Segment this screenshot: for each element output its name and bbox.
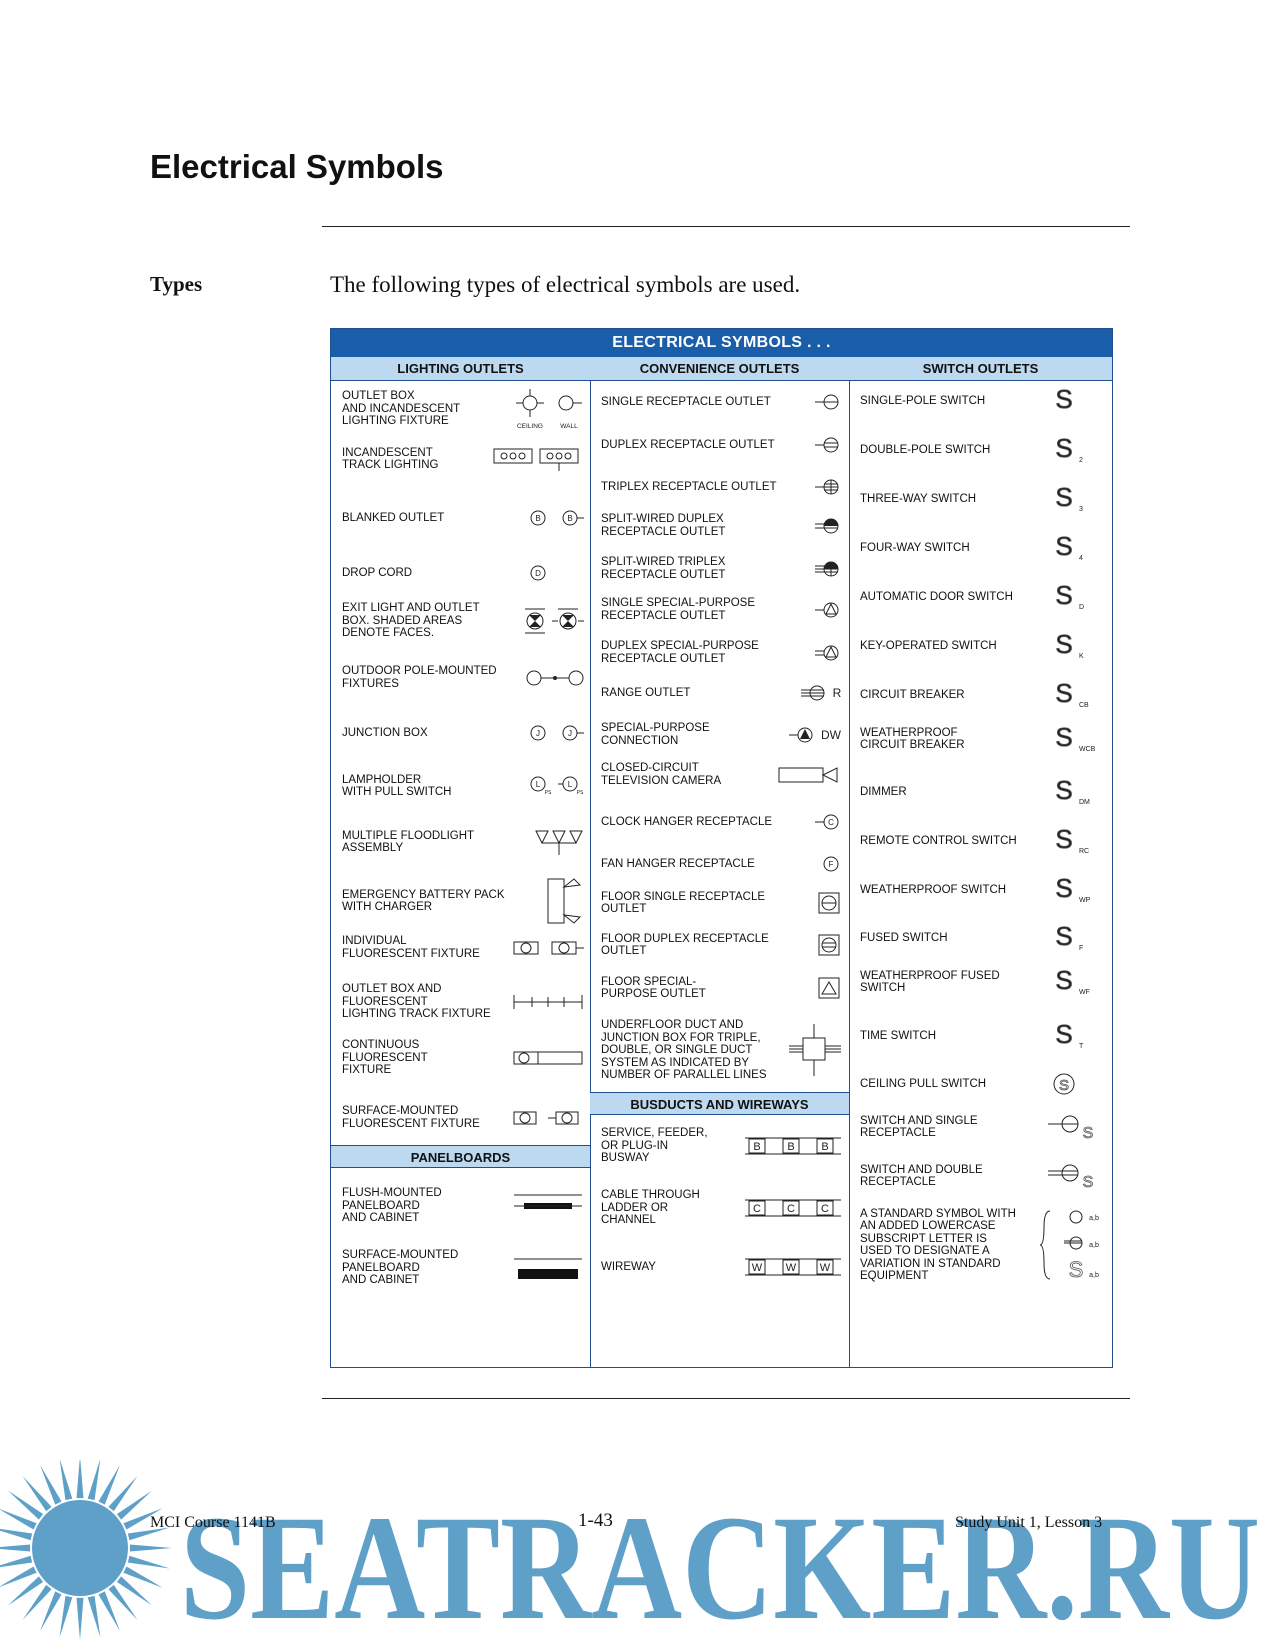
svg-text:W: W — [751, 1262, 763, 1274]
symbol-label: SINGLE SPECIAL-PURPOSE RECEPTACLE OUTLET — [601, 597, 756, 622]
surface-panelboard-icon — [512, 1253, 584, 1283]
clock-hanger-icon — [813, 811, 843, 833]
switch-s-icon — [1046, 582, 1106, 612]
svg-text:2: 2 — [1079, 457, 1083, 464]
svg-text:S: S — [1055, 482, 1073, 512]
pole-fixture-icon — [526, 667, 584, 689]
symbol-label: DROP CORD — [342, 566, 413, 579]
svg-text:B: B — [787, 1140, 795, 1153]
svg-text:B: B — [567, 514, 573, 523]
svg-text:WF: WF — [1079, 989, 1090, 996]
symbol-label: CEILING PULL SWITCH — [860, 1077, 987, 1090]
svg-text:WCB: WCB — [1079, 746, 1096, 753]
symbol-label: DUPLEX SPECIAL-PURPOSE RECEPTACLE OUTLET — [601, 640, 759, 665]
symbol-label: SPLIT-WIRED DUPLEX RECEPTACLE OUTLET — [601, 513, 726, 538]
switch-heading: SWITCH OUTLETS — [849, 357, 1112, 381]
svg-text:S: S — [1068, 1257, 1084, 1282]
symbol-label: EMERGENCY BATTERY PACK WITH CHARGER — [342, 888, 505, 913]
range-outlet-icon — [799, 682, 843, 704]
side-label: Types — [150, 272, 203, 296]
watermark-logo — [0, 1460, 1275, 1650]
lighting-column — [331, 357, 591, 1367]
switch-s-icon — [1046, 680, 1106, 710]
symbol-label: INDIVIDUAL FLUORESCENT FIXTURE — [342, 935, 480, 960]
symbol-label: FLOOR SPECIAL- PURPOSE OUTLET — [601, 975, 706, 1000]
switch-double-receptacle-icon — [1046, 1161, 1106, 1191]
svg-text:PS: PS — [544, 790, 552, 796]
split-duplex-icon — [813, 515, 843, 537]
floodlight-icon — [534, 827, 584, 857]
svg-text:a,b: a,b — [1089, 1272, 1099, 1279]
symbol-label: FLOOR SINGLE RECEPTACLE OUTLET — [601, 890, 766, 915]
duplex-special-icon — [813, 642, 843, 664]
footer-course: MCI Course 1141B — [150, 1514, 276, 1531]
svg-text:J: J — [536, 729, 540, 738]
symbol-label: CIRCUIT BREAKER — [860, 688, 965, 701]
symbol-label: DIMMER — [860, 785, 907, 798]
symbol-label: JUNCTION BOX — [342, 726, 428, 739]
svg-text:F: F — [828, 860, 834, 869]
symbol-label: MULTIPLE FLOODLIGHT ASSEMBLY — [342, 829, 475, 854]
switch-s-icon — [1046, 1021, 1106, 1051]
symbol-label: THREE-WAY SWITCH — [860, 492, 977, 505]
symbol-label: SINGLE-POLE SWITCH — [860, 394, 986, 407]
svg-text:a,b: a,b — [1089, 1242, 1099, 1249]
floor-duplex-icon — [813, 932, 843, 958]
svg-text:D: D — [1079, 604, 1085, 611]
symbol-label: SURFACE-MOUNTED PANELBOARD AND CABINET — [342, 1249, 459, 1286]
svg-text:DM: DM — [1079, 799, 1090, 806]
symbol-label: OUTLET BOX AND FLUORESCENT LIGHTING TRACK FIXTURE — [342, 983, 491, 1020]
svg-text:WP: WP — [1079, 897, 1091, 904]
cable-ladder-icon — [743, 1196, 843, 1220]
page-title: Electrical Symbols — [150, 148, 444, 185]
triplex-receptacle-icon — [813, 476, 843, 498]
symbol-label: REMOTE CONTROL SWITCH — [860, 834, 1017, 847]
flush-panelboard-icon — [512, 1191, 584, 1221]
lighting-heading: LIGHTING OUTLETS — [331, 357, 590, 381]
symbol-label: FOUR-WAY SWITCH — [860, 541, 970, 554]
symbol-label: TRIPLEX RECEPTACLE OUTLET — [601, 480, 777, 493]
switch-s-icon — [1046, 875, 1106, 905]
convenience-heading: CONVENIENCE OUTLETS — [590, 357, 849, 381]
svg-text:K: K — [1079, 653, 1084, 660]
subscript-variation-icon — [1042, 1207, 1106, 1283]
symbol-label: CLOSED-CIRCUIT TELEVISION CAMERA — [601, 762, 722, 787]
svg-text:3: 3 — [1079, 506, 1083, 513]
svg-text:S: S — [1055, 965, 1073, 995]
intro-text: The following types of electrical symbols are used. — [330, 272, 801, 297]
battery-pack-icon — [544, 875, 584, 927]
symbol-label: FLOOR DUPLEX RECEPTACLE OUTLET — [601, 932, 769, 957]
switch-s-icon — [1046, 826, 1106, 856]
symbol-label: BLANKED OUTLET — [342, 511, 445, 524]
single-receptacle-icon — [813, 391, 843, 413]
svg-text:S: S — [1055, 921, 1073, 951]
symbol-label: SPECIAL-PURPOSE CONNECTION — [601, 722, 710, 747]
symbol-label: FLUSH-MOUNTED PANELBOARD AND CABINET — [342, 1187, 442, 1224]
symbol-label: SPLIT-WIRED TRIPLEX RECEPTACLE OUTLET — [601, 556, 726, 581]
symbol-label: OUTLET BOX AND INCANDESCENT LIGHTING FIXTURE — [342, 390, 461, 428]
panel-title: ELECTRICAL SYMBOLS . . . — [331, 329, 1112, 357]
outlet-box-fixture-icon — [514, 387, 584, 431]
svg-text:PS: PS — [576, 790, 584, 796]
symbol-label: WEATHERPROOF SWITCH — [860, 883, 1007, 896]
watermark-text: SEATRACKER.RU — [180, 1485, 1260, 1650]
convenience-column — [590, 357, 850, 1367]
electrical-symbols-panel — [330, 328, 1113, 1368]
fan-hanger-icon — [813, 853, 843, 875]
symbol-label: AUTOMATIC DOOR SWITCH — [860, 590, 1013, 603]
symbol-label: A STANDARD SYMBOL WITH AN ADDED LOWERCASE SUBSCRIPT LETTER IS USED TO DESIGNATE A VARIATION IN STANDARD EQUIPMENT — [860, 1207, 1016, 1282]
svg-text:S: S — [1055, 873, 1073, 903]
busway-icon — [743, 1134, 843, 1158]
svg-text:F: F — [1079, 945, 1084, 952]
drop-cord-icon — [528, 562, 584, 584]
switch-s-icon — [1046, 386, 1106, 416]
junction-box-icon — [528, 722, 584, 744]
svg-text:D: D — [535, 569, 541, 578]
symbol-label: DOUBLE-POLE SWITCH — [860, 443, 991, 456]
single-special-icon — [813, 599, 843, 621]
svg-text:B: B — [821, 1140, 829, 1153]
split-triplex-icon — [813, 558, 843, 580]
switch-s-icon — [1046, 484, 1106, 514]
symbol-label: LAMPHOLDER WITH PULL SWITCH — [342, 773, 452, 798]
top-divider — [322, 226, 1130, 227]
lampholder-icon — [528, 773, 584, 799]
svg-text:S: S — [1055, 722, 1073, 752]
underfloor-duct-icon — [787, 1022, 843, 1078]
symbol-label: TIME SWITCH — [860, 1029, 937, 1042]
svg-text:4: 4 — [1079, 555, 1083, 562]
svg-text:B: B — [535, 514, 541, 523]
exit-light-icon — [522, 606, 584, 636]
svg-text:CB: CB — [1079, 702, 1089, 709]
svg-text:RC: RC — [1079, 848, 1090, 855]
symbol-label: SWITCH AND DOUBLE RECEPTACLE — [860, 1163, 983, 1188]
symbol-label: RANGE OUTLET — [601, 686, 691, 699]
svg-text:C: C — [787, 1202, 795, 1215]
symbol-label: EXIT LIGHT AND OUTLET BOX. SHADED AREAS DENOTE FACES. — [342, 602, 480, 639]
svg-text:W: W — [785, 1262, 797, 1274]
symbol-label: INCANDESCENT TRACK LIGHTING — [342, 446, 439, 471]
symbol-label: KEY-OPERATED SWITCH — [860, 639, 997, 652]
panelboards-heading: PANELBOARDS — [331, 1145, 590, 1168]
svg-text:T: T — [1079, 1043, 1084, 1050]
symbol-label: OUTDOOR POLE-MOUNTED FIXTURES — [342, 665, 497, 690]
switch-s-icon — [1046, 631, 1106, 661]
switch-column — [849, 357, 1112, 1367]
svg-text:L: L — [535, 780, 541, 789]
switch-s-icon — [1046, 724, 1106, 754]
symbol-label: CABLE THROUGH LADDER OR CHANNEL — [601, 1189, 700, 1226]
busducts-heading: BUSDUCTS AND WIREWAYS — [590, 1092, 849, 1115]
svg-text:a,b: a,b — [1089, 1215, 1099, 1222]
fluorescent-fixture-icon — [512, 937, 584, 959]
svg-text:J: J — [568, 729, 572, 738]
symbol-label: SWITCH AND SINGLE RECEPTACLE — [860, 1114, 978, 1139]
blanked-outlet-icon — [528, 507, 584, 529]
svg-text:DW: DW — [821, 727, 841, 742]
svg-text:S: S — [1055, 678, 1073, 708]
symbol-label: UNDERFLOOR DUCT AND JUNCTION BOX FOR TRIPLE, DOUBLE, OR SINGLE DUCT SYSTEM AS INDICATED BY NUMBER OF PARALLEL LINES — [601, 1019, 767, 1081]
fluorescent-track-icon — [512, 991, 584, 1013]
floor-single-icon — [813, 890, 843, 916]
svg-text:CEILING: CEILING — [516, 423, 544, 430]
svg-text:S: S — [1055, 629, 1073, 659]
symbol-label: WEATHERPROOF CIRCUIT BREAKER — [860, 726, 965, 751]
symbol-label: SINGLE RECEPTACLE OUTLET — [601, 395, 771, 408]
bottom-divider — [322, 1398, 1130, 1399]
svg-text:S: S — [1055, 1019, 1073, 1049]
svg-text:S: S — [1055, 531, 1073, 561]
svg-text:S: S — [1082, 1174, 1094, 1191]
special-connection-icon — [787, 724, 843, 746]
svg-text:B: B — [753, 1140, 761, 1153]
track-lighting-icon — [492, 445, 584, 473]
wireway-icon — [743, 1255, 843, 1279]
footer-page-number: 1-43 — [578, 1510, 613, 1531]
svg-text:R: R — [832, 686, 842, 700]
switch-single-receptacle-icon — [1046, 1112, 1106, 1142]
symbol-label: FAN HANGER RECEPTACLE — [601, 857, 755, 870]
svg-text:S: S — [1055, 384, 1073, 414]
floor-special-icon — [813, 975, 843, 1001]
svg-text:S: S — [1055, 433, 1073, 463]
switch-s-icon — [1046, 435, 1106, 465]
symbol-label: SERVICE, FEEDER, OR PLUG-IN BUSWAY — [601, 1127, 708, 1164]
svg-text:C: C — [821, 1202, 829, 1215]
svg-text:S: S — [1055, 775, 1073, 805]
symbol-label: CONTINUOUS FLUORESCENT FIXTURE — [342, 1039, 428, 1076]
switch-s-icon — [1046, 533, 1106, 563]
svg-text:WALL: WALL — [560, 423, 578, 430]
svg-text:S: S — [1082, 1125, 1094, 1142]
cctv-camera-icon — [777, 764, 843, 786]
symbol-label: CLOCK HANGER RECEPTACLE — [601, 815, 773, 828]
symbol-label: SURFACE-MOUNTED FLUORESCENT FIXTURE — [342, 1105, 480, 1130]
surface-fluorescent-icon — [512, 1107, 584, 1129]
svg-text:S: S — [1055, 580, 1073, 610]
symbol-label: WEATHERPROOF FUSED SWITCH — [860, 969, 1000, 994]
ceiling-pull-icon — [1046, 1069, 1106, 1099]
svg-text:S: S — [1055, 824, 1073, 854]
switch-s-icon — [1046, 777, 1106, 807]
svg-text:C: C — [753, 1202, 761, 1215]
duplex-receptacle-icon — [813, 434, 843, 456]
footer-study-unit: Study Unit 1, Lesson 3 — [955, 1514, 1103, 1531]
svg-text:W: W — [819, 1262, 831, 1274]
svg-text:C: C — [828, 818, 834, 827]
symbol-label: WIREWAY — [601, 1260, 656, 1273]
svg-text:S: S — [1058, 1077, 1070, 1094]
switch-s-icon — [1046, 967, 1106, 997]
symbol-label: FUSED SWITCH — [860, 931, 948, 944]
symbol-label: DUPLEX RECEPTACLE OUTLET — [601, 438, 775, 451]
sunburst-icon — [0, 1460, 172, 1640]
svg-text:L: L — [567, 780, 573, 789]
switch-s-icon — [1046, 923, 1106, 953]
continuous-fluorescent-icon — [512, 1047, 584, 1069]
